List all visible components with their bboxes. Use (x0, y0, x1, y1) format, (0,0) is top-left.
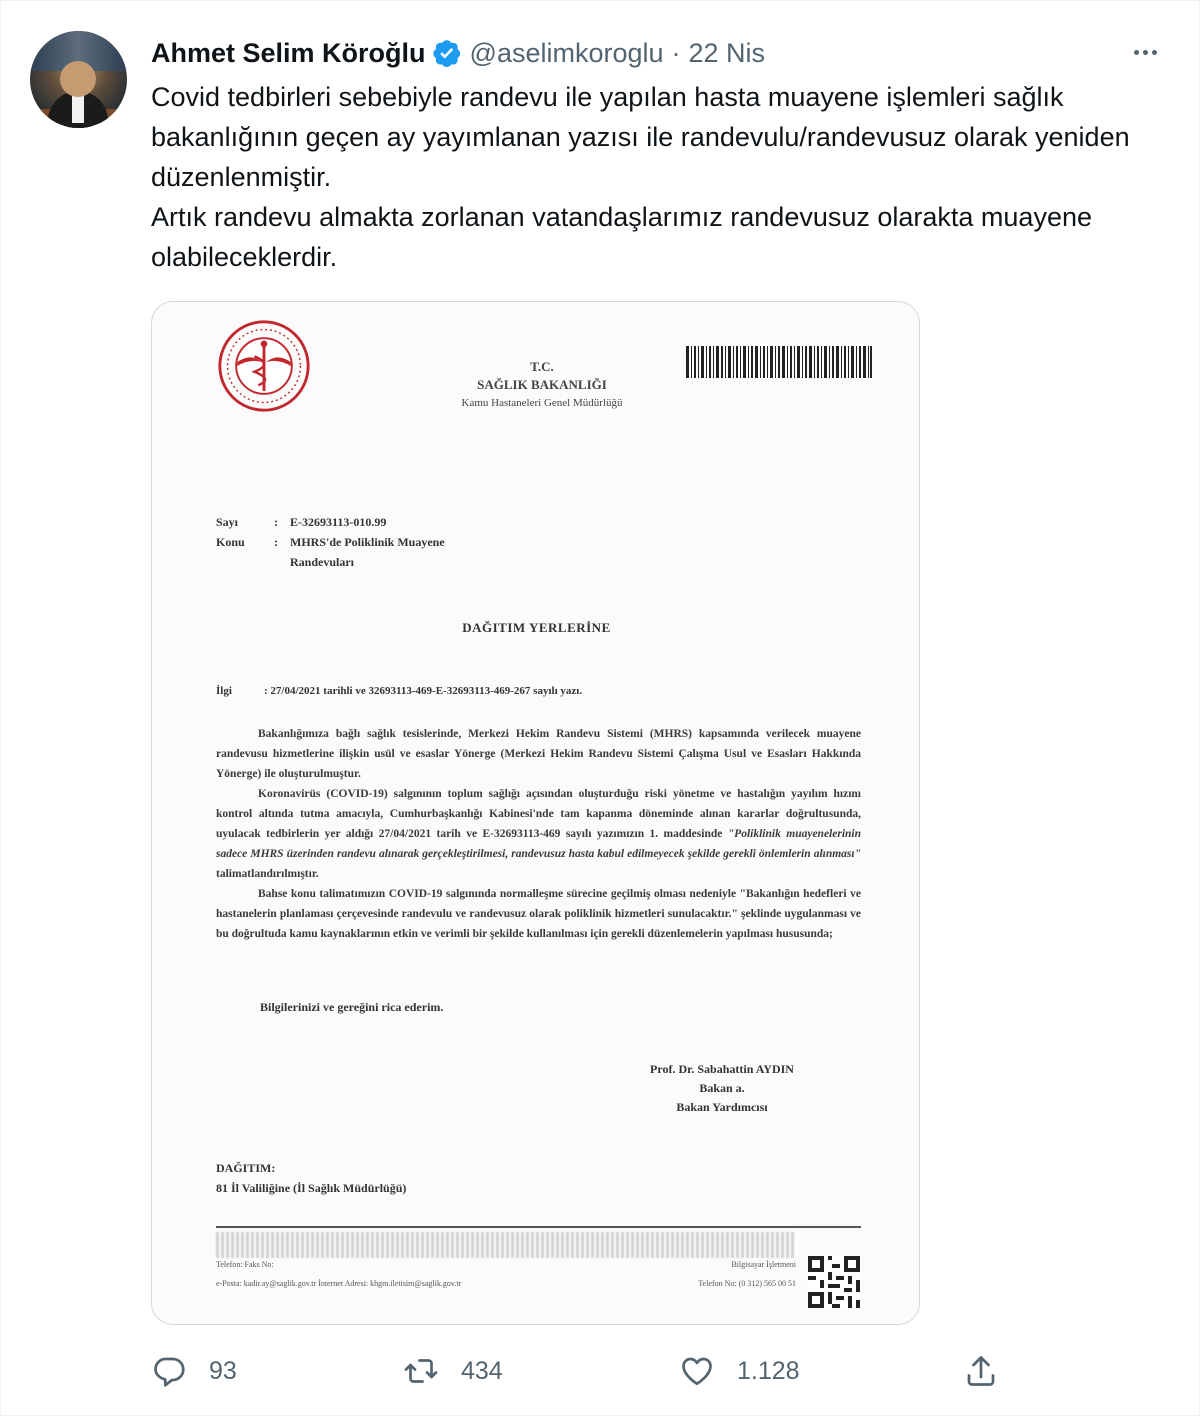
ilgi-label: İlgi (216, 685, 232, 697)
share-icon (963, 1353, 999, 1389)
konu-value: MHRS'de Poliklinik Muayene Randevuları (290, 535, 445, 569)
header-ministry: SAĞLIK BAKANLIĞI (477, 377, 607, 392)
signer-title-1: Bakan a. (699, 1081, 745, 1095)
signer-name: Prof. Dr. Sabahattin AYDIN (650, 1062, 794, 1076)
paragraph-2-a: Koronavirüs (COVID-19) salgınının toplum sağlığı açısından oluşturduğu riski yönetme ve hastalığın yayılım hızını kontrol altında tutma amacıyla, Cumhurbaşkanlığı Kabinesi'nde tam kapanma döneminde alınan kararlar doğrultusunda, uyulacak tedbirlerin yer aldığı 27/04/2021 tarih ve E-32693113-469 sayılı yazımızın 1. maddesinde (216, 788, 861, 840)
avatar[interactable] (30, 31, 127, 128)
ilgi-row (216, 685, 861, 697)
retweet-button[interactable] (403, 1347, 503, 1395)
tweet-image[interactable] (151, 301, 920, 1325)
like-icon (679, 1353, 715, 1389)
tweet-text-line2: Artık randevu almakta zorlanan vatandaşlarımız randevusuz olarakta muayene olabileceklerdir. (151, 202, 1092, 272)
distribution-list (216, 1158, 406, 1198)
distribution-value: 81 İl Valiliğine (İl Sağlık Müdürlüğü) (216, 1181, 407, 1195)
paragraph-3: Bahse konu talimatımızın COVID-19 salgınında normalleşme sürecine geçilmiş olması nedeniyle "Bakanlığın hedefleri ve hastanelerin planlaması çerçevesinde randevulu ve randevusuz olarak poliklinik hizmetleri sunulacaktır." şeklinde uygulanması ve bu doğrultuda kamu kaynaklarının etkin ve verimli bir şekilde kullanılması için gerekli düzenlemelerin yapılması hususunda; (216, 888, 861, 940)
tweet-date[interactable]: 22 Nis (688, 37, 766, 68)
separator-dot: · (671, 37, 681, 68)
ministry-logo (216, 318, 312, 414)
ilgi-value: : 27/04/2021 tarihli ve 32693113-469-E-32693113-469-267 sayılı yazı. (264, 685, 583, 697)
closing-line: Bilgilerinizi ve gereğini rica ederim. (260, 1000, 444, 1014)
footer-expert: Bilgisayar İşletmeni (731, 1260, 796, 1269)
paragraph-2-quote: "Poliklinik muayenelerinin sadece MHRS üzerinden randevu alınarak gerçekleştirilmesi, randevusuz hasta kabul edilmeyecek şekilde gerekli önlemlerin alınması" (216, 828, 862, 860)
qr-code (808, 1256, 860, 1308)
distribution-label: DAĞITIM: (216, 1161, 276, 1175)
footer-phone: Telefon: Faks No: (216, 1260, 274, 1269)
document-footer (216, 1232, 796, 1290)
header-directorate: Kamu Hastaneleri Genel Müdürlüğü (461, 397, 623, 409)
barcode (686, 346, 872, 378)
official-document (152, 302, 920, 1325)
retweet-icon (403, 1353, 439, 1389)
like-count: 1.128 (737, 1356, 800, 1385)
reply-count: 93 (209, 1356, 237, 1385)
reply-button[interactable] (151, 1347, 237, 1395)
like-button[interactable] (679, 1347, 800, 1395)
tweet-text-line1: Covid tedbirleri sebebiyle randevu ile yapılan hasta muayene işlemleri sağlık bakanlığının geçen ay yayımlanan yazısı ile randevulu/randevusuz olarak yeniden düzenlenmiştir. (151, 82, 1130, 192)
document-header (412, 358, 672, 412)
tweet-actions (151, 1347, 1200, 1395)
sayi-label: Sayı (216, 515, 239, 529)
author-handle[interactable]: @aselimkoroglu (469, 37, 664, 68)
distribution-title: DAĞITIM YERLERİNE (462, 620, 611, 635)
sayi-value: E-32693113-010.99 (290, 515, 387, 529)
document-body (216, 724, 861, 944)
paragraph-2 (216, 784, 861, 884)
author-name[interactable]: Ahmet Selim Köroğlu (151, 37, 426, 68)
document-meta: Sayı : E-32693113-010.99 Konu : MHRS'de Poliklinik Muayene Randevuları (216, 512, 510, 572)
verified-badge-icon (432, 38, 462, 68)
tweet-text (151, 77, 1181, 277)
reply-icon (151, 1353, 187, 1389)
more-icon[interactable] (1127, 37, 1163, 67)
footer-email: e-Posta: kadir.ay@saglik.gov.tr İnternet Adresi: khgm.iletisim@saglik.gov.tr (216, 1279, 462, 1288)
footer-tel: Telefon No: (0 312) 565 00 51 (698, 1279, 796, 1288)
konu-label: Konu (216, 535, 245, 549)
footer-divider (216, 1226, 861, 1228)
signer-title-2: Bakan Yardımcısı (676, 1100, 768, 1114)
header-tc: T.C. (530, 359, 554, 374)
paragraph-1: Bakanlığımıza bağlı sağlık tesislerinde, Merkezi Hekim Randevu Sistemi (MHRS) kapsamında verilecek muayene randevusu hizmetlerine ilişkin usül ve esaslar Yönerge (Merkezi Hekim Randevu Sistemi Çalışma Usul ve Esasları Hakkında Yönerge) ile oluşturulmuştur. (216, 728, 861, 780)
share-button[interactable] (963, 1347, 999, 1395)
paragraph-2-b: talimatlandırılmıştır. (216, 868, 319, 880)
retweet-count: 434 (461, 1356, 503, 1385)
signature-block (622, 1060, 822, 1117)
tweet-header (151, 33, 765, 73)
